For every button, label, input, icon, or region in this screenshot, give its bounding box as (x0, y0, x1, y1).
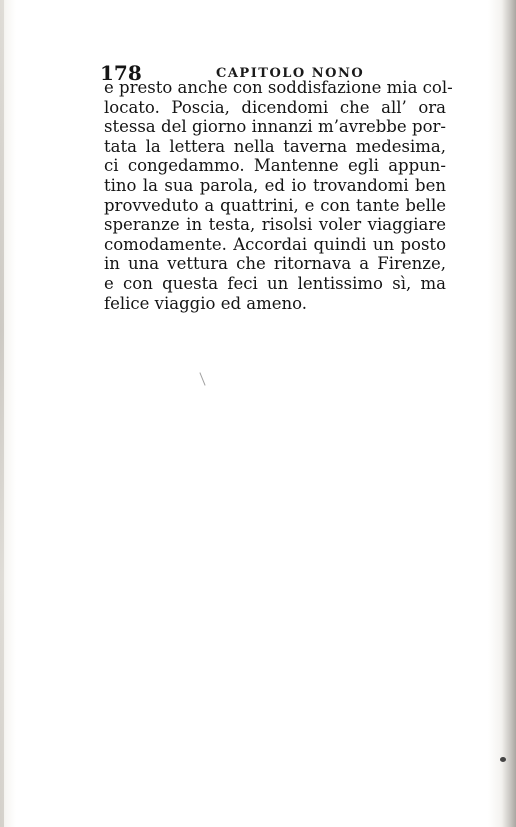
text-line: speranze in testa, risolsi voler viaggiare (104, 215, 446, 235)
edge-ink-dot (500, 757, 506, 762)
text-line: stessa del giorno innanzi m’avrebbe por- (104, 117, 446, 137)
body-paragraph (104, 78, 453, 313)
text-line: locato. Poscia, dicendomi che all’ ora (104, 97, 446, 117)
text-line: provveduto a quattrini, e con tante belle (104, 195, 446, 215)
page-left-edge (0, 0, 4, 827)
stray-pen-mark (199, 372, 205, 385)
text-line: tata la lettera nella taverna medesima, (104, 136, 446, 156)
text-line: e con questa feci un lentissimo sì, ma (104, 273, 446, 293)
text-line: ci congedammo. Mantenne egli appun- (104, 156, 446, 176)
text-line-last: felice viaggio ed ameno. (104, 293, 308, 313)
text-line: tino la sua parola, ed io trovandomi ben (104, 175, 446, 195)
text-line: in una vettura che ritornava a Firenze, (104, 254, 446, 274)
page-number: 178 (100, 61, 142, 85)
text-line: comodamente. Accordai quindi un posto (104, 234, 446, 254)
page-right-edge-shadow (502, 0, 516, 827)
text-line: e presto anche con soddisfazione mia col- (104, 78, 453, 97)
chapter-title: CAPITOLO NONO (216, 66, 365, 81)
